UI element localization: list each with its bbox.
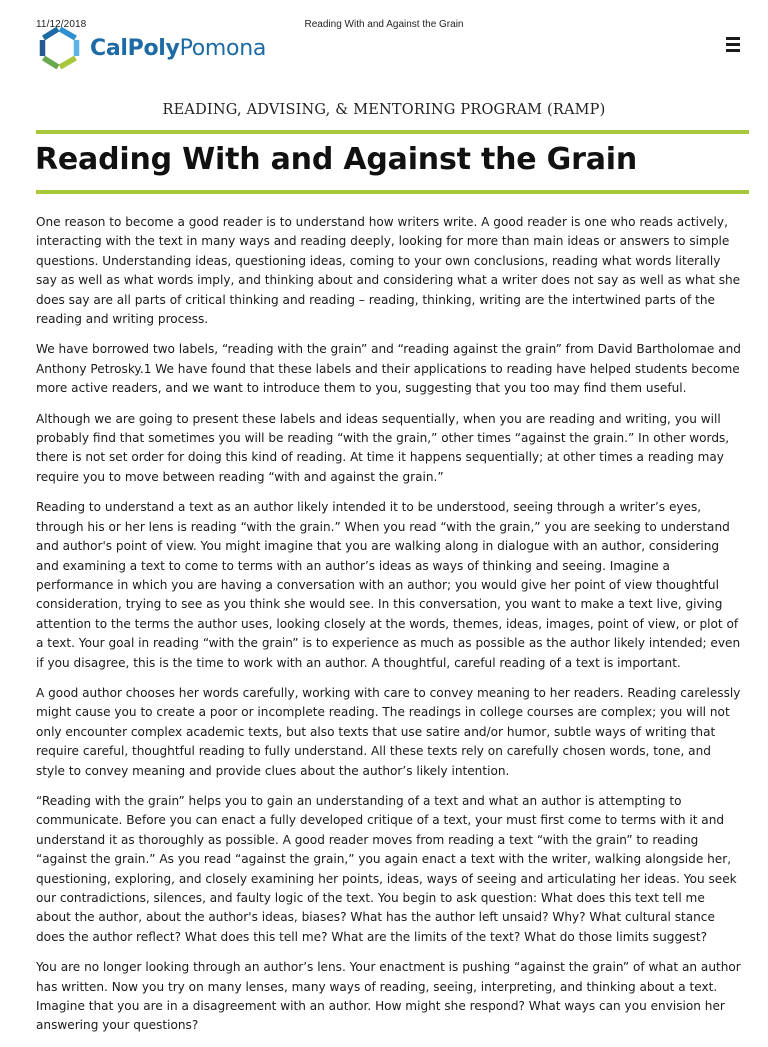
logo-text-pomona: Pomona — [179, 35, 267, 61]
paragraph: One reason to become a good reader is to understand how writers write. A good reader is one who reads actively, interacting with the text in many ways and reading deeply, looking for more than main ideas or answers to simple questions. Understanding ideas, questioning ideas, coming to your own conclusions, reading what words literally say as well as what words imply, and thinking about and considering what a writer does not say as well as what she does say are all parts of critical thinking and reading – reading, thinking, writing are the intertwined parts of the reading and writing process. — [36, 215, 741, 327]
paragraph: “Reading with the grain” helps you to gain an understanding of a text and what an author is attempting to communicate. Before you can enact a fully developed critique of a text, your must first come to terms with it and understand it as thoroughly as possible. A good reader moves from reading a text “with the grain” to reading “against the grain.” As you read “against the grain,” you again enact a text with the writer, walking alongside her, questioning, exploring, and closely examining her points, ideas, ways of seeing and articulating her ideas. You seek our contradictions, silences, and faulty logic of the text. You begin to ask question: What does this text tell me about the author, about the author's ideas, biases? What has the author left unsaid? Why? What cultural stance does the author reflect? What does this tell me? What are the limits of the text? What do those limits suggest? — [36, 793, 737, 944]
article-body — [36, 213, 742, 1047]
paragraph: Although we are going to present these labels and ideas sequentially, when you are reading and writing, you will probably find that sometimes you will be reading “with the grain,” other times “against the grain.” In other words, there is not set order for doing this kind of reading. At time it happens sequentially; at other times a reading may require you to move between reading “with and against the grain.” — [36, 411, 730, 484]
paragraph: A good author chooses her words carefully, working with care to convey meaning to her readers. Reading carelessly might cause you to create a poor or incomplete reading. The readings in college courses are complex; you will not only encounter complex academic texts, but also texts that use satire and/or humor, subtle ways of writing that require careful, thoughtful reading to fully understand. All these texts rely on carefully chosen words, tone, and style to convey meaning and provide clues about the author’s likely intention. — [36, 685, 741, 778]
paragraph: You are no longer looking through an author’s lens. Your enactment is pushing “against the grain” of what an author has written. Now you try on many lenses, many ways of reading, seeing, interpreting, and thinking about a text. Imagine that you are in a disagreement with an author. How might she respond? What ways can you envision her answering your questions? — [36, 960, 741, 1033]
program-name: READING, ADVISING, & MENTORING PROGRAM (RAMP) — [162, 102, 606, 118]
logo-text-calpoly: CalPoly — [90, 35, 180, 61]
logo-wordmark — [90, 36, 266, 61]
logo-ring-icon — [36, 24, 84, 72]
title-divider-bottom — [36, 190, 749, 194]
paragraph: Reading to understand a text as an author likely intended it to be understood, seeing through a writer’s eyes, through his or her lens is reading “with the grain.” When you read “with the grain,” you are seeking to understand and author's point of view. You might imagine that you are walking along in dialogue with an author, considering and examining a text to come to terms with an author’s ideas as ways of thinking and seeing. Imagine a performance in which you are having a conversation with an author; you would give her point of view thoughtful consideration, trying to see as you think she would see. In this conversation, you want to make a text live, giving attention to the terms the author uses, looking closely at the words, themes, ideas, images, point of view, or plot of a text. Your goal in reading “with the grain” is to experience as much as possible as the author likely intended; even if you disagree, this is the time to work with an author. A thoughtful, careful reading of a text is important. — [36, 500, 741, 670]
calpoly-pomona-logo[interactable] — [36, 24, 266, 72]
print-date: 11/12/2018 — [36, 19, 87, 30]
page-title: Reading With and Against the Grain — [35, 142, 637, 177]
paragraph: We have borrowed two labels, “reading with the grain” and “reading against the grain” from David Bartholomae and Anthony Petrosky.1 We have found that these labels and their applications to reading have helped students become more active readers, and we want to introduce them to you, suggesting that you too may find them useful. — [36, 342, 741, 396]
hamburger-menu-icon[interactable] — [726, 37, 740, 51]
title-divider-top — [36, 130, 749, 134]
print-header-title: Reading With and Against the Grain — [304, 19, 464, 30]
